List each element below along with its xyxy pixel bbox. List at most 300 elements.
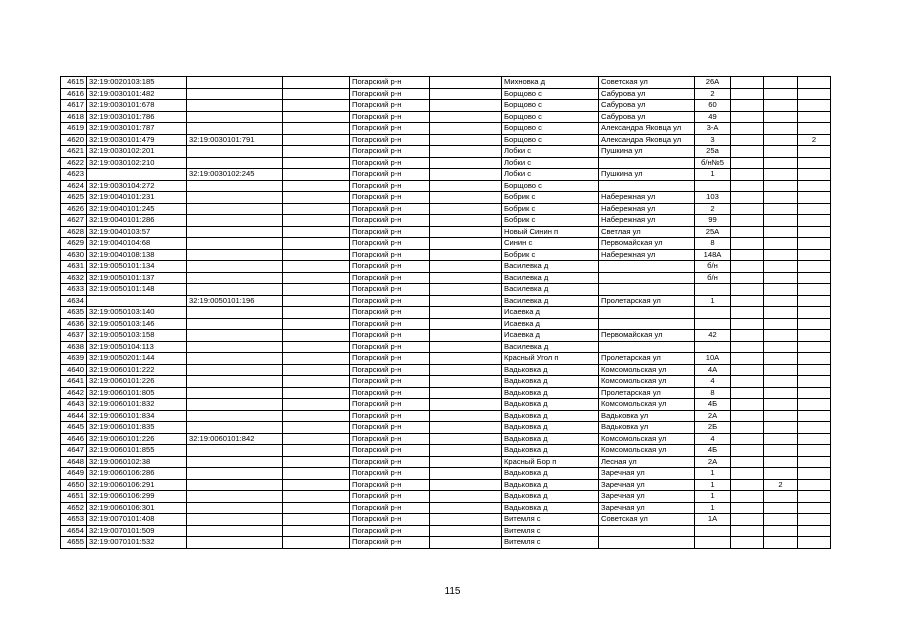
table-cell: 32:19:0030104:272 bbox=[87, 180, 187, 192]
table-row bbox=[61, 341, 831, 353]
table-cell: Синин с bbox=[502, 238, 599, 250]
table-cell: 4653 bbox=[61, 514, 87, 526]
table-cell bbox=[798, 445, 831, 457]
table-cell: 4631 bbox=[61, 261, 87, 273]
table-cell bbox=[430, 215, 502, 227]
table-row bbox=[61, 111, 831, 123]
table-cell: Бобрик с bbox=[502, 203, 599, 215]
table-cell: 3-А bbox=[695, 123, 731, 135]
table-cell: Погарский р-н bbox=[350, 318, 430, 330]
table-cell: 32:19:0060101:222 bbox=[87, 364, 187, 376]
table-cell: 1 bbox=[695, 491, 731, 503]
table-cell bbox=[430, 77, 502, 89]
table-cell bbox=[731, 468, 764, 480]
table-row bbox=[61, 537, 831, 549]
table-cell bbox=[283, 295, 350, 307]
table-cell: Вадьковка д bbox=[502, 399, 599, 411]
table-cell bbox=[283, 433, 350, 445]
table-cell: 4640 bbox=[61, 364, 87, 376]
table-row bbox=[61, 123, 831, 135]
table-cell: Александра Яковца ул bbox=[599, 134, 695, 146]
table-cell: Погарский р-н bbox=[350, 157, 430, 169]
table-cell: 4648 bbox=[61, 456, 87, 468]
table-cell bbox=[764, 468, 798, 480]
table-cell: 32:19:0030101:482 bbox=[87, 88, 187, 100]
table-cell bbox=[283, 387, 350, 399]
table-cell bbox=[764, 146, 798, 158]
table-cell bbox=[87, 169, 187, 181]
table-cell bbox=[731, 77, 764, 89]
table-cell: б/н bbox=[695, 272, 731, 284]
table-cell bbox=[187, 502, 283, 514]
table-cell bbox=[283, 479, 350, 491]
table-cell bbox=[599, 284, 695, 296]
table-cell: Василевка д bbox=[502, 261, 599, 273]
table-cell: Погарский р-н bbox=[350, 272, 430, 284]
table-cell bbox=[695, 180, 731, 192]
table-cell: Борщово с bbox=[502, 88, 599, 100]
table-cell bbox=[798, 537, 831, 549]
table-cell: 32:19:0030102:245 bbox=[187, 169, 283, 181]
table-cell bbox=[283, 491, 350, 503]
table-cell: 4А bbox=[695, 364, 731, 376]
table-cell: Борщово с bbox=[502, 134, 599, 146]
table-cell bbox=[187, 514, 283, 526]
table-cell: Погарский р-н bbox=[350, 341, 430, 353]
table-cell bbox=[430, 422, 502, 434]
table-cell bbox=[731, 456, 764, 468]
table-cell: 8 bbox=[695, 238, 731, 250]
table-cell bbox=[731, 295, 764, 307]
table-cell: Пролетарская ул bbox=[599, 353, 695, 365]
table-row bbox=[61, 387, 831, 399]
table-cell: Набережная ул bbox=[599, 249, 695, 261]
table-cell bbox=[798, 433, 831, 445]
table-cell: 4645 bbox=[61, 422, 87, 434]
table-cell: Вадьковка д bbox=[502, 479, 599, 491]
table-cell bbox=[599, 157, 695, 169]
table-cell: Вадьковка д bbox=[502, 422, 599, 434]
table-cell bbox=[764, 180, 798, 192]
table-cell bbox=[283, 134, 350, 146]
table-cell: 4626 bbox=[61, 203, 87, 215]
table-cell: Новый Синин п bbox=[502, 226, 599, 238]
table-cell bbox=[798, 456, 831, 468]
table-cell bbox=[430, 433, 502, 445]
table-cell bbox=[731, 353, 764, 365]
table-cell: 4638 bbox=[61, 341, 87, 353]
table-cell: 4617 bbox=[61, 100, 87, 112]
table-cell bbox=[731, 502, 764, 514]
table-row bbox=[61, 525, 831, 537]
table-cell bbox=[430, 203, 502, 215]
table-cell: 4650 bbox=[61, 479, 87, 491]
table-cell bbox=[764, 111, 798, 123]
table-cell bbox=[283, 307, 350, 319]
table-cell bbox=[430, 295, 502, 307]
table-cell bbox=[187, 399, 283, 411]
table-cell bbox=[731, 261, 764, 273]
table-cell: Василевка д bbox=[502, 341, 599, 353]
table-cell: Набережная ул bbox=[599, 215, 695, 227]
table-cell: 32:19:0060106:286 bbox=[87, 468, 187, 480]
table-cell: 1 bbox=[695, 169, 731, 181]
table-cell bbox=[430, 284, 502, 296]
table-cell bbox=[764, 502, 798, 514]
table-cell: Борщово с bbox=[502, 180, 599, 192]
table-row bbox=[61, 330, 831, 342]
table-cell bbox=[430, 502, 502, 514]
table-cell: 3 bbox=[695, 134, 731, 146]
table-cell: Погарский р-н bbox=[350, 169, 430, 181]
table-cell bbox=[187, 376, 283, 388]
table-cell bbox=[430, 479, 502, 491]
table-cell: Погарский р-н bbox=[350, 514, 430, 526]
table-cell: 4635 bbox=[61, 307, 87, 319]
table-cell: Погарский р-н bbox=[350, 410, 430, 422]
table-cell: Лобки с bbox=[502, 169, 599, 181]
table-cell: б/н№5 bbox=[695, 157, 731, 169]
table-cell bbox=[283, 330, 350, 342]
table-cell bbox=[187, 284, 283, 296]
table-cell bbox=[764, 192, 798, 204]
table-cell bbox=[283, 180, 350, 192]
table-cell bbox=[430, 272, 502, 284]
table-cell bbox=[430, 399, 502, 411]
table-cell: 1А bbox=[695, 514, 731, 526]
table-cell bbox=[283, 410, 350, 422]
table-cell: 148А bbox=[695, 249, 731, 261]
table-cell bbox=[798, 330, 831, 342]
table-cell: 32:19:0060106:299 bbox=[87, 491, 187, 503]
table-cell: Вадьковка д bbox=[502, 433, 599, 445]
table-cell bbox=[764, 456, 798, 468]
table-cell: Пушкина ул bbox=[599, 146, 695, 158]
table-row bbox=[61, 146, 831, 158]
table-cell bbox=[764, 376, 798, 388]
table-cell bbox=[430, 192, 502, 204]
table-cell: 8 bbox=[695, 387, 731, 399]
table-cell: Вадьковка д bbox=[502, 502, 599, 514]
table-cell bbox=[283, 525, 350, 537]
table-cell: 2 bbox=[764, 479, 798, 491]
table-cell bbox=[430, 330, 502, 342]
table-cell bbox=[283, 111, 350, 123]
table-cell bbox=[695, 307, 731, 319]
table-row bbox=[61, 88, 831, 100]
table-cell: 4629 bbox=[61, 238, 87, 250]
table-cell bbox=[187, 341, 283, 353]
table-cell: 4643 bbox=[61, 399, 87, 411]
table-cell bbox=[187, 525, 283, 537]
table-cell: 32:19:0070101:408 bbox=[87, 514, 187, 526]
table-cell: 32:19:0030101:787 bbox=[87, 123, 187, 135]
table-cell: Набережная ул bbox=[599, 192, 695, 204]
table-cell bbox=[731, 537, 764, 549]
table-cell bbox=[764, 387, 798, 399]
table-cell bbox=[798, 376, 831, 388]
table-cell bbox=[731, 123, 764, 135]
table-cell bbox=[731, 249, 764, 261]
table-cell: 4637 bbox=[61, 330, 87, 342]
table-row bbox=[61, 353, 831, 365]
table-cell: Погарский р-н bbox=[350, 100, 430, 112]
table-cell: Заречная ул bbox=[599, 491, 695, 503]
table-cell: Погарский р-н bbox=[350, 376, 430, 388]
table-cell bbox=[798, 215, 831, 227]
table-cell bbox=[731, 410, 764, 422]
table-cell bbox=[731, 422, 764, 434]
table-cell bbox=[764, 226, 798, 238]
table-row bbox=[61, 284, 831, 296]
table-cell bbox=[430, 169, 502, 181]
table-row bbox=[61, 422, 831, 434]
table-cell bbox=[283, 100, 350, 112]
table-cell: Бобрик с bbox=[502, 192, 599, 204]
table-cell bbox=[798, 307, 831, 319]
table-cell: 4630 bbox=[61, 249, 87, 261]
table-cell: Погарский р-н bbox=[350, 456, 430, 468]
table-cell: Комсомольская ул bbox=[599, 376, 695, 388]
table-cell bbox=[430, 410, 502, 422]
table-cell: Витемля с bbox=[502, 514, 599, 526]
table-cell bbox=[798, 261, 831, 273]
table-cell bbox=[731, 192, 764, 204]
table-cell: 2 bbox=[695, 88, 731, 100]
table-cell bbox=[695, 525, 731, 537]
table-cell bbox=[798, 146, 831, 158]
table-cell: Комсомольская ул bbox=[599, 364, 695, 376]
table-cell bbox=[695, 341, 731, 353]
table-cell bbox=[283, 514, 350, 526]
table-cell bbox=[731, 307, 764, 319]
table-cell: Погарский р-н bbox=[350, 422, 430, 434]
table-cell bbox=[599, 318, 695, 330]
table-cell bbox=[430, 307, 502, 319]
table-cell: 32:19:0050101:148 bbox=[87, 284, 187, 296]
table-cell bbox=[187, 272, 283, 284]
table-cell: 4615 bbox=[61, 77, 87, 89]
table-cell: 32:19:0060101:832 bbox=[87, 399, 187, 411]
table-cell bbox=[599, 537, 695, 549]
table-cell bbox=[187, 422, 283, 434]
table-cell: 4 bbox=[695, 376, 731, 388]
table-cell: Погарский р-н bbox=[350, 491, 430, 503]
table-cell bbox=[283, 123, 350, 135]
table-cell: Погарский р-н bbox=[350, 88, 430, 100]
table-cell bbox=[764, 134, 798, 146]
table-cell: 4Б bbox=[695, 445, 731, 457]
table-row bbox=[61, 157, 831, 169]
table-cell bbox=[764, 514, 798, 526]
table-cell bbox=[599, 307, 695, 319]
table-cell bbox=[731, 134, 764, 146]
table-cell: 32:19:0050201:144 bbox=[87, 353, 187, 365]
table-cell bbox=[731, 318, 764, 330]
table-cell: Погарский р-н bbox=[350, 330, 430, 342]
table-cell bbox=[798, 387, 831, 399]
table-row bbox=[61, 272, 831, 284]
table-cell: Вадьковка д bbox=[502, 410, 599, 422]
table-cell bbox=[764, 77, 798, 89]
table-cell: 4646 bbox=[61, 433, 87, 445]
table-cell bbox=[187, 226, 283, 238]
table-cell bbox=[731, 215, 764, 227]
table-cell bbox=[798, 284, 831, 296]
table-cell: Сабурова ул bbox=[599, 111, 695, 123]
table-cell: 32:19:0060106:291 bbox=[87, 479, 187, 491]
table-row bbox=[61, 456, 831, 468]
table-row bbox=[61, 376, 831, 388]
table-row bbox=[61, 433, 831, 445]
table-cell bbox=[731, 433, 764, 445]
table-cell bbox=[283, 77, 350, 89]
table-cell bbox=[430, 491, 502, 503]
table-cell: 4649 bbox=[61, 468, 87, 480]
table-cell: Погарский р-н bbox=[350, 399, 430, 411]
table-cell: 32:19:0060101:855 bbox=[87, 445, 187, 457]
table-cell: Исаевка д bbox=[502, 318, 599, 330]
table-cell bbox=[283, 353, 350, 365]
table-cell bbox=[764, 525, 798, 537]
table-cell: 4644 bbox=[61, 410, 87, 422]
table-cell bbox=[764, 238, 798, 250]
table-cell: 2 bbox=[695, 203, 731, 215]
table-cell: 4624 bbox=[61, 180, 87, 192]
table-cell bbox=[798, 468, 831, 480]
table-cell: 4618 bbox=[61, 111, 87, 123]
table-body bbox=[61, 77, 831, 549]
table-cell bbox=[283, 341, 350, 353]
table-cell: б/н bbox=[695, 261, 731, 273]
table-cell bbox=[764, 295, 798, 307]
table-cell bbox=[764, 364, 798, 376]
table-cell bbox=[599, 272, 695, 284]
table-cell: Погарский р-н bbox=[350, 249, 430, 261]
table-cell bbox=[731, 387, 764, 399]
table-cell: Светлая ул bbox=[599, 226, 695, 238]
table-cell bbox=[764, 249, 798, 261]
table-cell: 4627 bbox=[61, 215, 87, 227]
table-cell: 103 bbox=[695, 192, 731, 204]
table-cell: Погарский р-н bbox=[350, 433, 430, 445]
table-cell: 4634 bbox=[61, 295, 87, 307]
page-number: 115 bbox=[444, 586, 461, 597]
table-cell bbox=[283, 249, 350, 261]
table-cell bbox=[430, 514, 502, 526]
table-cell bbox=[731, 445, 764, 457]
table-cell bbox=[187, 537, 283, 549]
table-cell: 32:19:0040108:138 bbox=[87, 249, 187, 261]
table-cell: Витемля с bbox=[502, 537, 599, 549]
table-cell: 4655 bbox=[61, 537, 87, 549]
table-cell bbox=[798, 123, 831, 135]
table-cell: Погарский р-н bbox=[350, 525, 430, 537]
table-cell bbox=[187, 146, 283, 158]
table-cell bbox=[798, 318, 831, 330]
table-cell bbox=[764, 88, 798, 100]
table-cell bbox=[187, 215, 283, 227]
table-cell bbox=[187, 249, 283, 261]
table-cell bbox=[731, 491, 764, 503]
table-cell bbox=[798, 203, 831, 215]
table-cell bbox=[187, 330, 283, 342]
table-cell: 32:19:0050104:113 bbox=[87, 341, 187, 353]
table-cell: Погарский р-н bbox=[350, 502, 430, 514]
table-cell bbox=[283, 272, 350, 284]
table-row bbox=[61, 364, 831, 376]
table-cell bbox=[599, 341, 695, 353]
table-cell: Василевка д bbox=[502, 272, 599, 284]
table-cell: 32:19:0060101:226 bbox=[87, 433, 187, 445]
table-cell: Погарский р-н bbox=[350, 295, 430, 307]
table-cell: Погарский р-н bbox=[350, 238, 430, 250]
table-cell: 32:19:0060101:842 bbox=[187, 433, 283, 445]
table-row bbox=[61, 226, 831, 238]
table-cell bbox=[798, 111, 831, 123]
table-cell: 2А bbox=[695, 456, 731, 468]
table-cell: Пролетарская ул bbox=[599, 295, 695, 307]
table-row bbox=[61, 192, 831, 204]
table-cell: 49 bbox=[695, 111, 731, 123]
table-cell: Сабурова ул bbox=[599, 88, 695, 100]
table-cell: Василевка д bbox=[502, 284, 599, 296]
table-cell: 32:19:0050101:134 bbox=[87, 261, 187, 273]
table-cell bbox=[430, 226, 502, 238]
table-cell bbox=[187, 261, 283, 273]
table-cell: Вадьковка ул bbox=[599, 422, 695, 434]
table-cell: 2 bbox=[798, 134, 831, 146]
table-cell: Погарский р-н bbox=[350, 307, 430, 319]
table-cell: Вадьковка д bbox=[502, 445, 599, 457]
table-cell bbox=[764, 261, 798, 273]
table-cell: 1 bbox=[695, 502, 731, 514]
table-cell: Борщово с bbox=[502, 123, 599, 135]
table-cell bbox=[731, 272, 764, 284]
table-row bbox=[61, 479, 831, 491]
table-cell: Вадьковка д bbox=[502, 491, 599, 503]
table-cell: Красный Бор п bbox=[502, 456, 599, 468]
table-cell bbox=[798, 341, 831, 353]
table-cell: Заречная ул bbox=[599, 479, 695, 491]
table-cell bbox=[430, 157, 502, 169]
table-cell bbox=[430, 88, 502, 100]
table-cell bbox=[283, 261, 350, 273]
table-row bbox=[61, 180, 831, 192]
table-cell bbox=[798, 502, 831, 514]
table-cell bbox=[798, 226, 831, 238]
table-cell bbox=[798, 157, 831, 169]
table-cell bbox=[283, 157, 350, 169]
table-cell bbox=[187, 491, 283, 503]
table-cell: 4619 bbox=[61, 123, 87, 135]
table-cell: 4623 bbox=[61, 169, 87, 181]
table-cell: 4620 bbox=[61, 134, 87, 146]
table-cell bbox=[599, 180, 695, 192]
table-cell: 4616 bbox=[61, 88, 87, 100]
table-row bbox=[61, 169, 831, 181]
table-cell: Советская ул bbox=[599, 514, 695, 526]
table-cell: Погарский р-н bbox=[350, 226, 430, 238]
table-cell: 4633 bbox=[61, 284, 87, 296]
table-cell bbox=[731, 157, 764, 169]
table-row bbox=[61, 468, 831, 480]
table-row bbox=[61, 215, 831, 227]
table-cell: Лобки с bbox=[502, 146, 599, 158]
table-cell bbox=[764, 491, 798, 503]
table-cell bbox=[187, 445, 283, 457]
table-cell: 4654 bbox=[61, 525, 87, 537]
